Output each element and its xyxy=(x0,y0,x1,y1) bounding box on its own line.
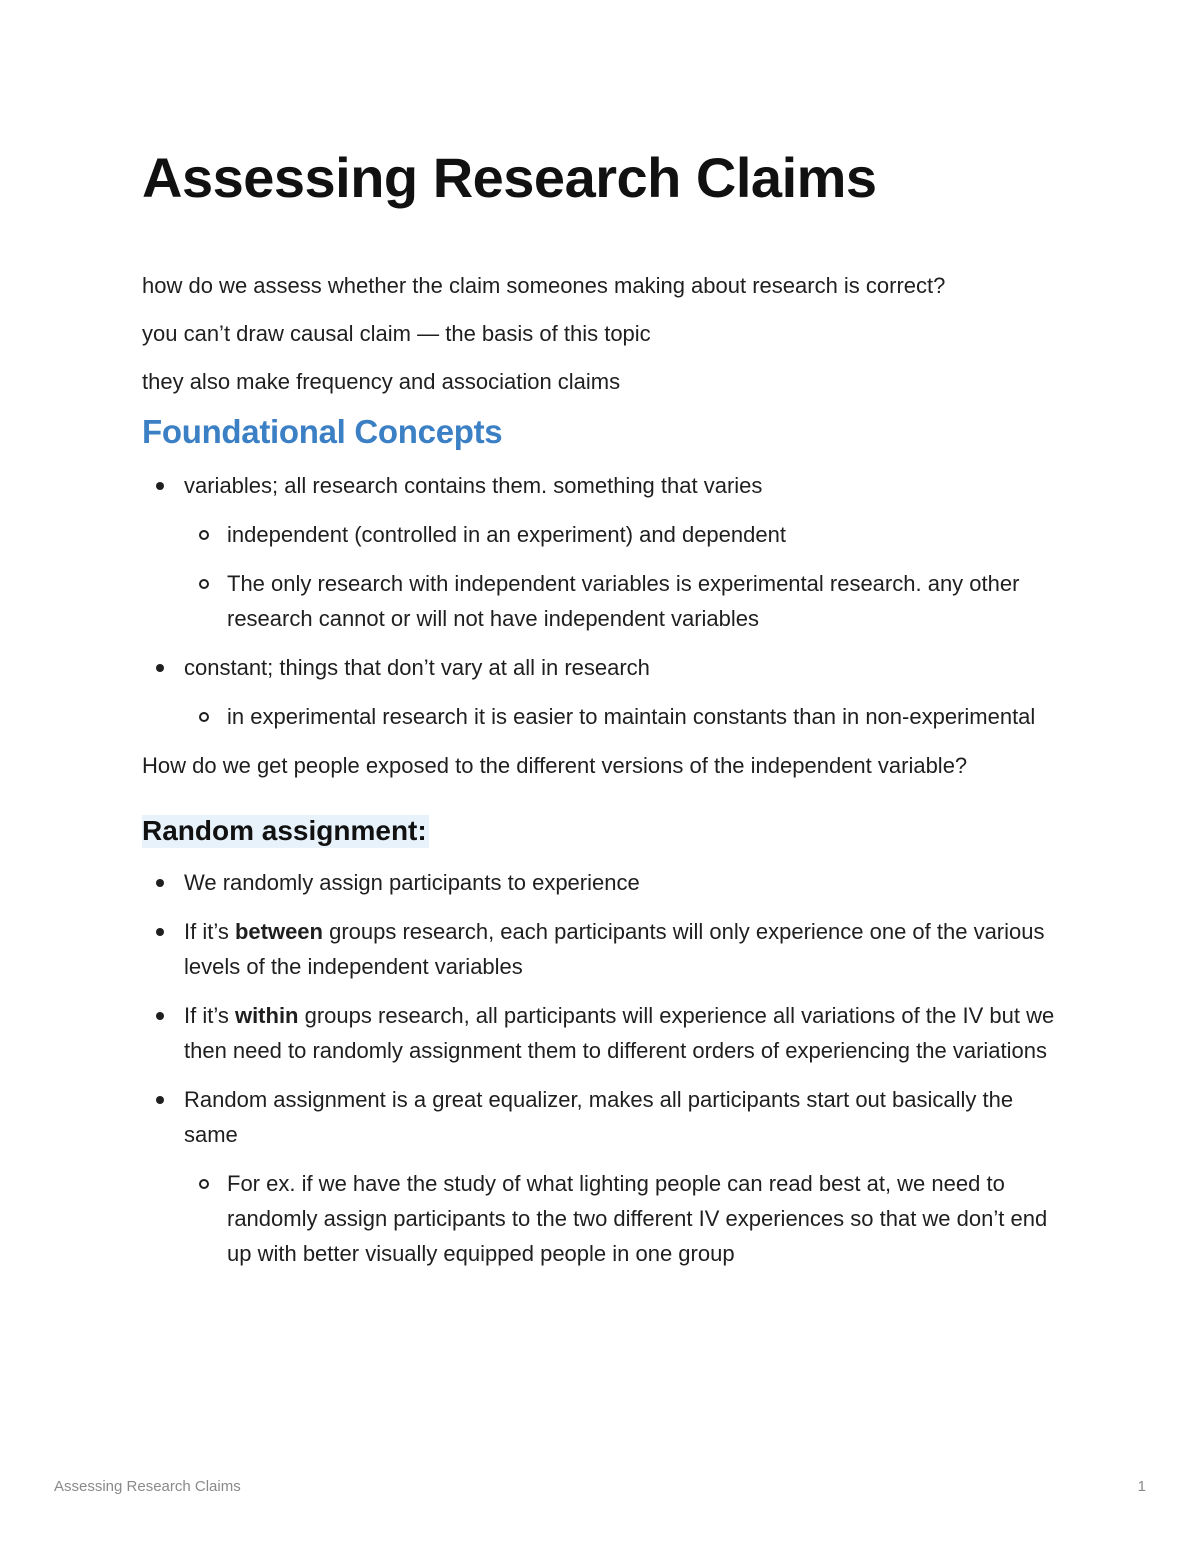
list-item xyxy=(142,1082,1072,1152)
intro-line: they also make frequency and association claims xyxy=(142,369,621,394)
hollow-bullet-icon xyxy=(199,1179,209,1189)
hollow-bullet-icon xyxy=(199,530,209,540)
bullet-icon xyxy=(156,1096,164,1104)
footer-page-number: 1 xyxy=(1137,1478,1146,1495)
section-heading-random-assignment xyxy=(142,813,1072,849)
intro-block xyxy=(142,268,1072,399)
hollow-bullet-icon xyxy=(199,579,209,589)
bullet-icon xyxy=(156,928,164,936)
random-assignment-list xyxy=(142,865,1072,1271)
intro-line: you can’t draw causal claim — the basis of this topic xyxy=(142,321,651,346)
list-item xyxy=(142,468,1072,503)
list-item-text: variables; all research contains them. something that varies xyxy=(184,473,763,498)
list-item-text: constant; things that don’t vary at all in research xyxy=(184,655,650,680)
foundational-concepts-list xyxy=(142,468,1072,734)
sub-list-item xyxy=(142,566,1072,636)
list-item-text: We randomly assign participants to experience xyxy=(184,870,640,895)
intro-line: how do we assess whether the claim someones making about research is correct? xyxy=(142,273,946,298)
hollow-bullet-icon xyxy=(199,712,209,722)
list-item xyxy=(142,914,1072,984)
bold-term-between: between xyxy=(234,919,323,944)
question-paragraph: How do we get people exposed to the different versions of the independent variable? xyxy=(142,753,968,778)
list-item-text: independent (controlled in an experiment) and dependent xyxy=(227,522,786,547)
list-item-text: For ex. if we have the study of what lighting people can read best at, we need to randomly assign participants to the two different IV experiences so that we don’t end up with better visually equipped people in one group xyxy=(227,1171,1048,1266)
sub-list-item xyxy=(142,699,1072,734)
document-page xyxy=(142,140,1072,1285)
bullet-icon xyxy=(156,664,164,672)
section-heading-foundational-concepts: Foundational Concepts xyxy=(142,413,503,450)
highlighted-heading-text: Random assignment: xyxy=(142,815,427,846)
list-item xyxy=(142,865,1072,900)
list-item-text-suffix: groups research, each participants will only experience one of the various levels of the independent variables xyxy=(184,919,1045,979)
footer-title: Assessing Research Claims xyxy=(54,1478,241,1495)
list-item-text-prefix: If it’s xyxy=(184,1003,235,1028)
list-item xyxy=(142,650,1072,685)
list-item-text-prefix: If it’s xyxy=(184,919,235,944)
page-title: Assessing Research Claims xyxy=(142,146,877,209)
bullet-icon xyxy=(156,482,164,490)
list-item-text: The only research with independent variables is experimental research. any other research cannot or will not have independent variables xyxy=(227,571,1020,631)
bold-term-within: within xyxy=(234,1003,299,1028)
bullet-icon xyxy=(156,1012,164,1020)
list-item xyxy=(142,998,1072,1068)
list-item-text-suffix: groups research, all participants will experience all variations of the IV but we then need to randomly assignment them to different orders of experiencing the variations xyxy=(184,1003,1055,1063)
bullet-icon xyxy=(156,879,164,887)
sub-list-item xyxy=(142,517,1072,552)
sub-list-item xyxy=(142,1166,1072,1271)
list-item-text: in experimental research it is easier to maintain constants than in non-experimental xyxy=(227,704,1036,729)
list-item-text: Random assignment is a great equalizer, makes all participants start out basically the same xyxy=(184,1087,1014,1147)
